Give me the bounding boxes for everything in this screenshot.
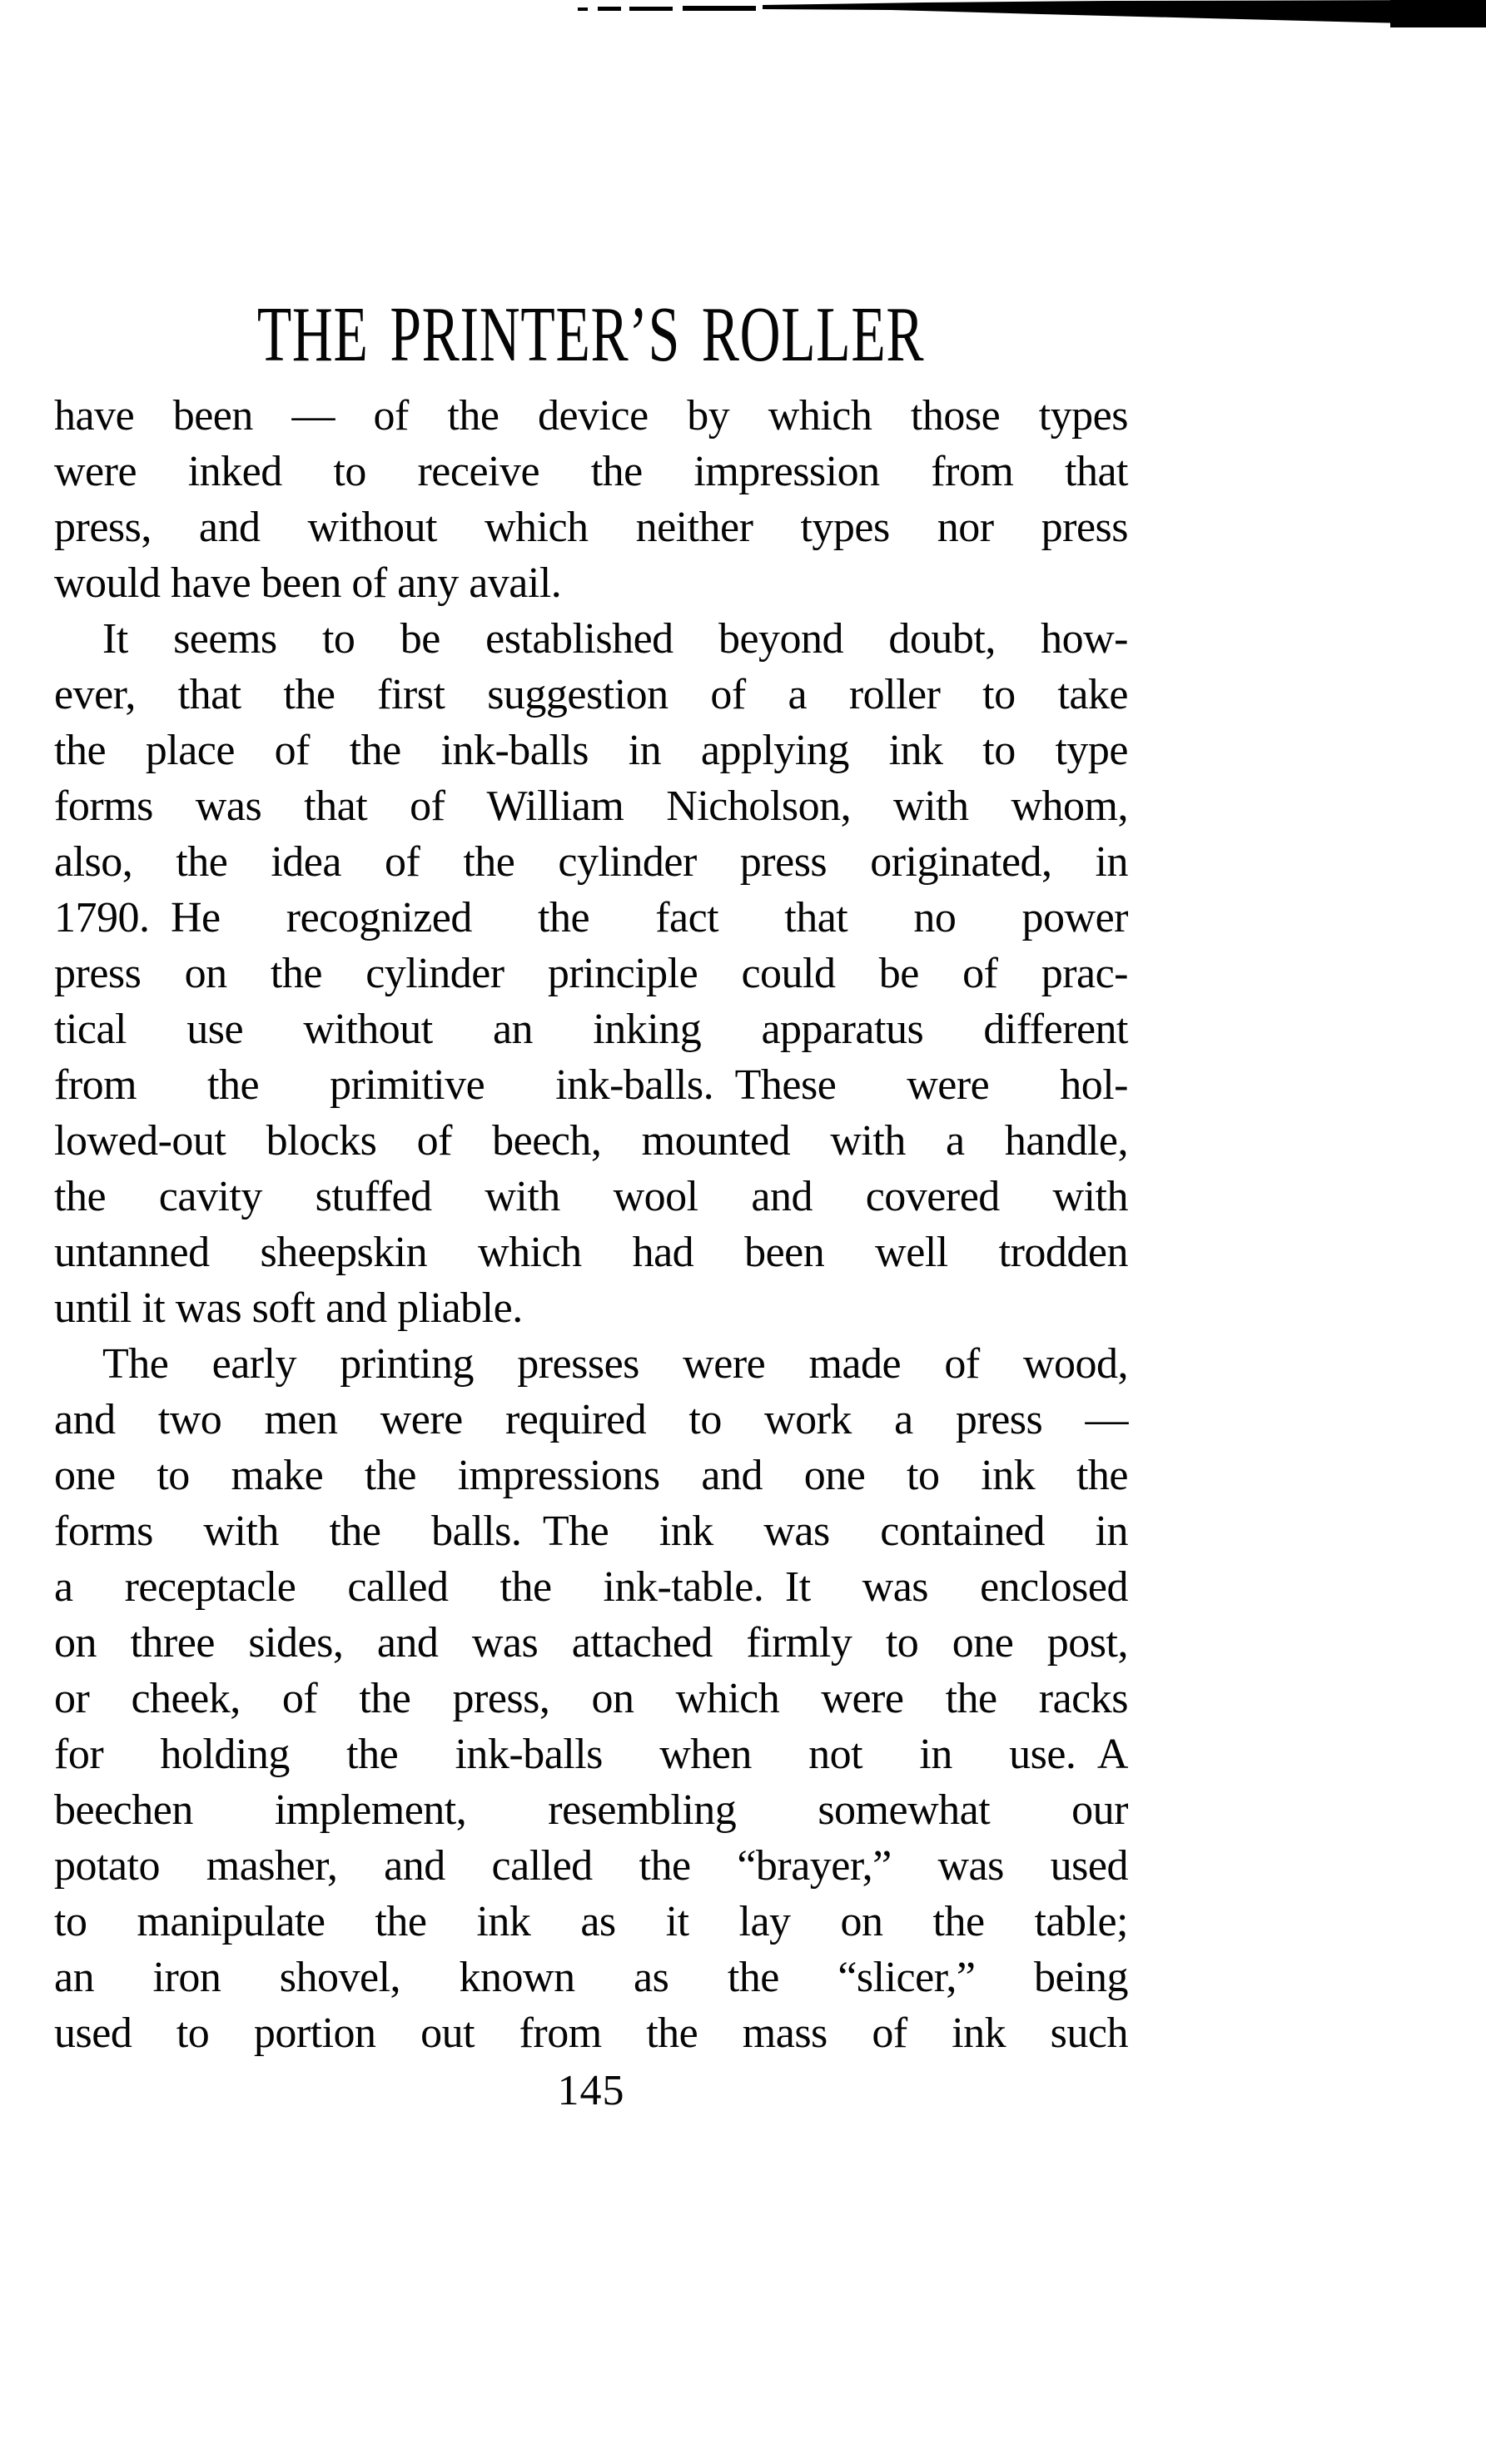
text-line: or cheek, of the press, on which were the racks [54,1675,1128,1722]
text-line: The early printing presses were made of wood, [102,1340,1128,1388]
page-number: 145 [557,2067,625,2114]
text-line: untanned sheepskin which had been well trodden [54,1229,1128,1276]
text-line: press, and without which neither types nor press [54,504,1128,551]
text-line: potato masher, and called the “brayer,” was used [54,1842,1128,1890]
chapter-title [54,291,1128,378]
text-line: It seems to be established beyond doubt, how- [102,615,1128,663]
scan-artifact-icon [574,0,1486,37]
text-line: used to portion out from the mass of ink such [54,2009,1128,2057]
text-line: the cavity stuffed with wool and covered with [54,1173,1128,1220]
text-line: were inked to receive the impression from that [54,448,1128,495]
text-line: 1790. He recognized the fact that no power [54,894,1128,941]
text-line: forms with the balls. The ink was contained in [54,1508,1128,1555]
body-text [54,388,1128,2061]
text-line: forms was that of William Nicholson, with whom, [54,782,1128,830]
text-line: also, the idea of the cylinder press originated, in [54,838,1128,886]
text-line: lowed-out blocks of beech, mounted with a handle, [54,1117,1128,1165]
text-line: one to make the impressions and one to ink the [54,1452,1128,1499]
chapter-title-text: THE PRINTER’S ROLLER [257,291,925,378]
text-line: an iron shovel, known as the “slicer,” being [54,1954,1128,2001]
text-line: for holding the ink-balls when not in use. A [54,1731,1128,1778]
text-line: a receptacle called the ink-table. It was enclosed [54,1563,1128,1611]
text-line: press on the cylinder principle could be of prac- [54,950,1128,997]
text-line: have been — of the device by which those types [54,392,1128,440]
text-line: would have been of any avail. [54,559,562,607]
text-line: from the primitive ink-balls. These were hol- [54,1061,1128,1109]
text-line: until it was soft and pliable. [54,1284,523,1332]
text-line: the place of the ink-balls in applying ink to type [54,727,1128,774]
text-line: beechen implement, resembling somewhat our [54,1786,1128,1834]
text-line: and two men were required to work a press — [54,1396,1128,1443]
text-line: ever, that the first suggestion of a roller to take [54,671,1128,718]
text-line: to manipulate the ink as it lay on the table; [54,1898,1128,1945]
text-line: tical use without an inking apparatus different [54,1006,1128,1053]
text-line: on three sides, and was attached firmly to one post, [54,1619,1128,1667]
